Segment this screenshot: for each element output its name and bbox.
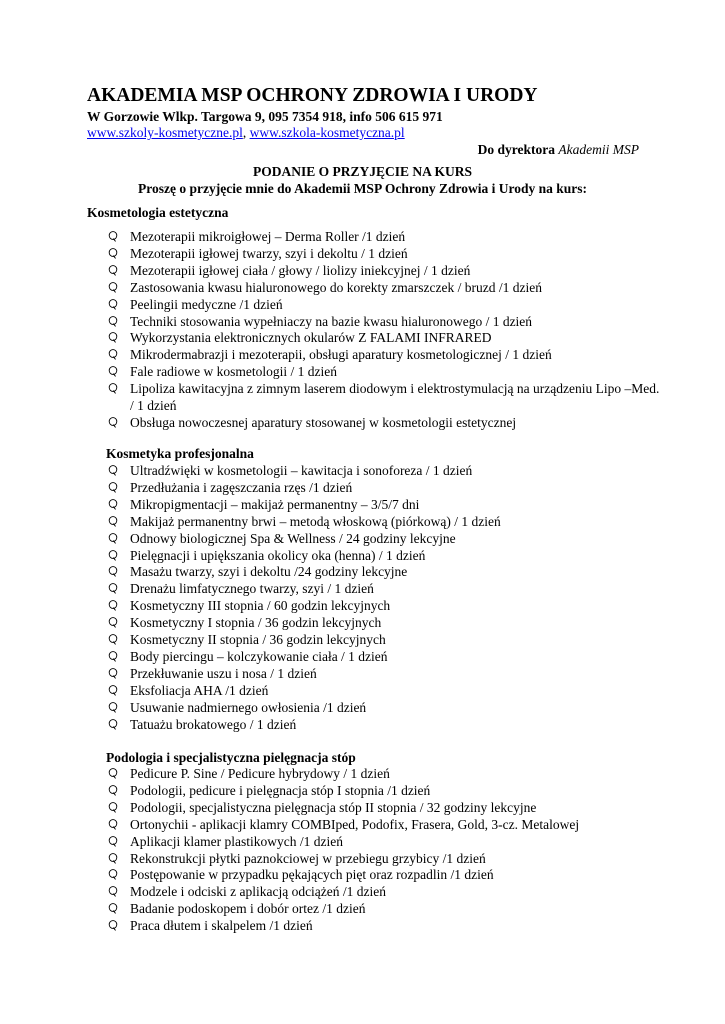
course-option[interactable] [106, 497, 666, 514]
checkbox-bullet-icon[interactable] [108, 802, 118, 812]
checkbox-bullet-icon[interactable] [108, 516, 118, 526]
checkbox-bullet-icon[interactable] [108, 886, 118, 896]
checkbox-bullet-icon[interactable] [108, 482, 118, 492]
checkbox-bullet-icon[interactable] [108, 685, 118, 695]
course-option-label: Badanie podoskopem i dobór ortez /1 dzień [130, 901, 366, 917]
checkbox-bullet-icon[interactable] [108, 349, 118, 359]
checkbox-bullet-icon[interactable] [108, 719, 118, 729]
course-option[interactable] [106, 783, 666, 800]
course-option[interactable] [106, 766, 666, 783]
checkbox-bullet-icon[interactable] [108, 231, 118, 241]
course-list-kosmetyka [106, 463, 666, 734]
checkbox-bullet-icon[interactable] [108, 853, 118, 863]
checkbox-bullet-icon[interactable] [108, 417, 118, 427]
course-option[interactable] [106, 700, 666, 717]
checkbox-bullet-icon[interactable] [108, 819, 118, 829]
course-option[interactable] [106, 901, 666, 918]
course-option-label: Rekonstrukcji płytki paznokciowej w przebiegu grzybicy /1 dzień [130, 850, 486, 866]
course-option-label: Masażu twarzy, szyi i dekoltu /24 godziny lekcyjne [130, 564, 408, 580]
course-option-label: Peelingii medyczne /1 dzień [130, 296, 283, 312]
course-option[interactable] [106, 851, 666, 868]
course-option-label: Usuwanie nadmiernego owłosienia /1 dzień [130, 699, 367, 715]
checkbox-bullet-icon[interactable] [108, 265, 118, 275]
course-option[interactable] [106, 330, 666, 347]
checkbox-bullet-icon[interactable] [108, 702, 118, 712]
website-links [87, 125, 405, 141]
course-option-label: Kosmetyczny I stopnia / 36 godzin lekcyjnych [130, 615, 382, 631]
checkbox-bullet-icon[interactable] [108, 651, 118, 661]
course-option-label: Mezoterapii mikroigłowej – Derma Roller /1 dzień [130, 229, 406, 244]
course-option[interactable] [106, 314, 666, 331]
checkbox-bullet-icon[interactable] [108, 282, 118, 292]
link-separator: , [242, 125, 250, 140]
checkbox-bullet-icon[interactable] [108, 617, 118, 627]
course-option[interactable] [106, 531, 666, 548]
course-option-label: Kosmetyczny II stopnia / 36 godzin lekcyjnych [130, 632, 386, 648]
course-option[interactable] [106, 364, 666, 381]
course-list-kosmetologia [106, 229, 666, 432]
checkbox-bullet-icon[interactable] [108, 248, 118, 258]
course-option-label: Praca dłutem i skalpelem /1 dzień [130, 918, 313, 934]
checkbox-bullet-icon[interactable] [108, 566, 118, 576]
form-title: PODANIE O PRZYJĘCIE NA KURS [252, 164, 473, 179]
course-option-label: Modzele i odciski z aplikacją odciążeń /1 dzień [130, 884, 387, 900]
course-option-label: Ortonychii - aplikacji klamry COMBIped, Podofix, Frasera, Gold, 3-cz. Metalowej [130, 816, 580, 832]
checkbox-bullet-icon[interactable] [108, 836, 118, 846]
course-option[interactable] [106, 834, 666, 851]
course-option-label: Mezoterapii igłowej twarzy, szyi i dekoltu / 1 dzień [130, 245, 408, 261]
course-option[interactable] [106, 297, 666, 314]
section-heading-podologia: Podologia i specjalistyczna pielęgnacja stóp [106, 750, 356, 765]
course-option-label: Przekłuwanie uszu i nosa / 1 dzień [130, 665, 317, 681]
course-option-label: Wykorzystania elektronicznych okularów Z FALAMI INFRARED [130, 330, 492, 346]
course-option-label: Pedicure P. Sine / Pedicure hybrydowy / 1 dzień [130, 766, 390, 781]
course-option[interactable] [106, 246, 666, 263]
course-option[interactable] [106, 229, 666, 246]
academy-address: W Gorzowie Wlkp. Targowa 9, 095 7354 918, info 506 615 971 [87, 109, 443, 124]
checkbox-bullet-icon[interactable] [108, 550, 118, 560]
course-option[interactable] [106, 666, 666, 683]
checkbox-bullet-icon[interactable] [108, 920, 118, 930]
course-option[interactable] [106, 884, 666, 901]
course-option-label: Aplikacji klamer plastikowych /1 dzień [130, 833, 343, 849]
section-heading-kosmetologia: Kosmetologia estetyczna [87, 205, 229, 220]
checkbox-bullet-icon[interactable] [108, 903, 118, 913]
course-option[interactable] [106, 347, 666, 364]
checkbox-bullet-icon[interactable] [108, 634, 118, 644]
course-option[interactable] [106, 683, 666, 700]
course-option-label: Odnowy biologicznej Spa & Wellness / 24 godziny lekcyjne [130, 530, 456, 546]
course-option[interactable] [106, 463, 666, 480]
checkbox-bullet-icon[interactable] [108, 299, 118, 309]
course-option-label: Kosmetyczny III stopnia / 60 godzin lekcyjnych [130, 598, 391, 614]
course-list-podologia [106, 766, 666, 935]
course-option[interactable] [106, 381, 666, 415]
course-option[interactable] [106, 800, 666, 817]
checkbox-bullet-icon[interactable] [108, 533, 118, 543]
checkbox-bullet-icon[interactable] [108, 332, 118, 342]
course-option-label: Fale radiowe w kosmetologii / 1 dzień [130, 364, 337, 380]
course-option[interactable] [106, 918, 666, 935]
course-option[interactable] [106, 581, 666, 598]
course-option-label: Mikropigmentacji – makijaż permanentny – 3/5/7 dni [130, 496, 420, 512]
course-option-label: Tatuażu brokatowego / 1 dzień [130, 716, 297, 732]
course-option[interactable] [106, 514, 666, 531]
checkbox-bullet-icon[interactable] [108, 366, 118, 376]
course-option-label: Postępowanie w przypadku pękających pięt oraz rozpadlin /1 dzień [130, 867, 494, 883]
checkbox-bullet-icon[interactable] [108, 785, 118, 795]
course-option-label: Podologii, specjalistyczna pielęgnacja stóp II stopnia / 32 godziny lekcyjne [130, 799, 537, 815]
course-option[interactable] [106, 548, 666, 565]
course-option-label: Ultradźwięki w kosmetologii – kawitacja i sonoforeza / 1 dzień [130, 463, 473, 478]
course-option[interactable] [106, 564, 666, 581]
checkbox-bullet-icon[interactable] [108, 383, 118, 393]
course-option[interactable] [106, 817, 666, 834]
course-option-label: Makijaż permanentny brwi – metodą włoskową (piórkową) / 1 dzień [130, 513, 501, 529]
course-option-label: Przedłużania i zagęszczania rzęs /1 dzień [130, 479, 353, 495]
checkbox-bullet-icon[interactable] [108, 316, 118, 326]
checkbox-bullet-icon[interactable] [108, 600, 118, 610]
checkbox-bullet-icon[interactable] [108, 465, 118, 475]
website-link-2[interactable]: www.szkola-kosmetyczna.pl [249, 125, 405, 140]
course-option-label: Mezoterapii igłowej ciała / głowy / liolizy iniekcyjnej / 1 dzień [130, 262, 471, 278]
academy-title: AKADEMIA MSP OCHRONY ZDROWIA I URODY [87, 85, 538, 106]
addressee-name: Akademii MSP [558, 142, 639, 157]
course-option-label: Podologii, pedicure i pielęgnacja stóp I stopnia /1 dzień [130, 782, 431, 798]
course-option-label: Body piercingu – kolczykowanie ciała / 1 dzień [130, 648, 388, 664]
addressee-prefix: Do dyrektora [477, 142, 559, 157]
course-option[interactable] [106, 615, 666, 632]
course-option-label: Pielęgnacji i upiększania okolicy oka (henna) / 1 dzień [130, 547, 426, 563]
addressee [478, 142, 639, 158]
checkbox-bullet-icon[interactable] [108, 768, 118, 778]
checkbox-bullet-icon[interactable] [108, 869, 118, 879]
website-link-1[interactable]: www.szkoly-kosmetyczne.pl [87, 125, 243, 140]
course-option[interactable] [106, 480, 666, 497]
checkbox-bullet-icon[interactable] [108, 499, 118, 509]
course-option[interactable] [106, 280, 666, 297]
course-option-label: Techniki stosowania wypełniaczy na bazie kwasu hialuronowego / 1 dzień [130, 313, 533, 329]
checkbox-bullet-icon[interactable] [108, 583, 118, 593]
course-option[interactable] [106, 415, 666, 432]
course-option-label: Obsługa nowoczesnej aparatury stosowanej w kosmetologii estetycznej [130, 414, 517, 430]
course-option-label: Mikrodermabrazji i mezoterapii, obsługi aparatury kosmetologicznej / 1 dzień [130, 347, 552, 363]
course-option[interactable] [106, 263, 666, 280]
course-option-label: Lipoliza kawitacyjna z zimnym laserem diodowym i elektrostymulacją na urządzeniu Lipo –Med. / 1 dzień [130, 381, 660, 414]
course-option[interactable] [106, 632, 666, 649]
course-option[interactable] [106, 717, 666, 734]
course-option-label: Drenażu limfatycznego twarzy, szyi / 1 dzień [130, 581, 374, 597]
course-option-label: Eksfoliacja AHA /1 dzień [130, 682, 269, 698]
course-option[interactable] [106, 649, 666, 666]
checkbox-bullet-icon[interactable] [108, 668, 118, 678]
course-option[interactable] [106, 598, 666, 615]
course-option-label: Zastosowania kwasu hialuronowego do korekty zmarszczek / bruzd /1 dzień [130, 279, 542, 295]
section-heading-kosmetyka: Kosmetyka profesjonalna [106, 446, 254, 461]
course-option[interactable] [106, 867, 666, 884]
request-statement: Proszę o przyjęcie mnie do Akademii MSP Ochrony Zdrowia i Urody na kurs: [137, 181, 587, 196]
